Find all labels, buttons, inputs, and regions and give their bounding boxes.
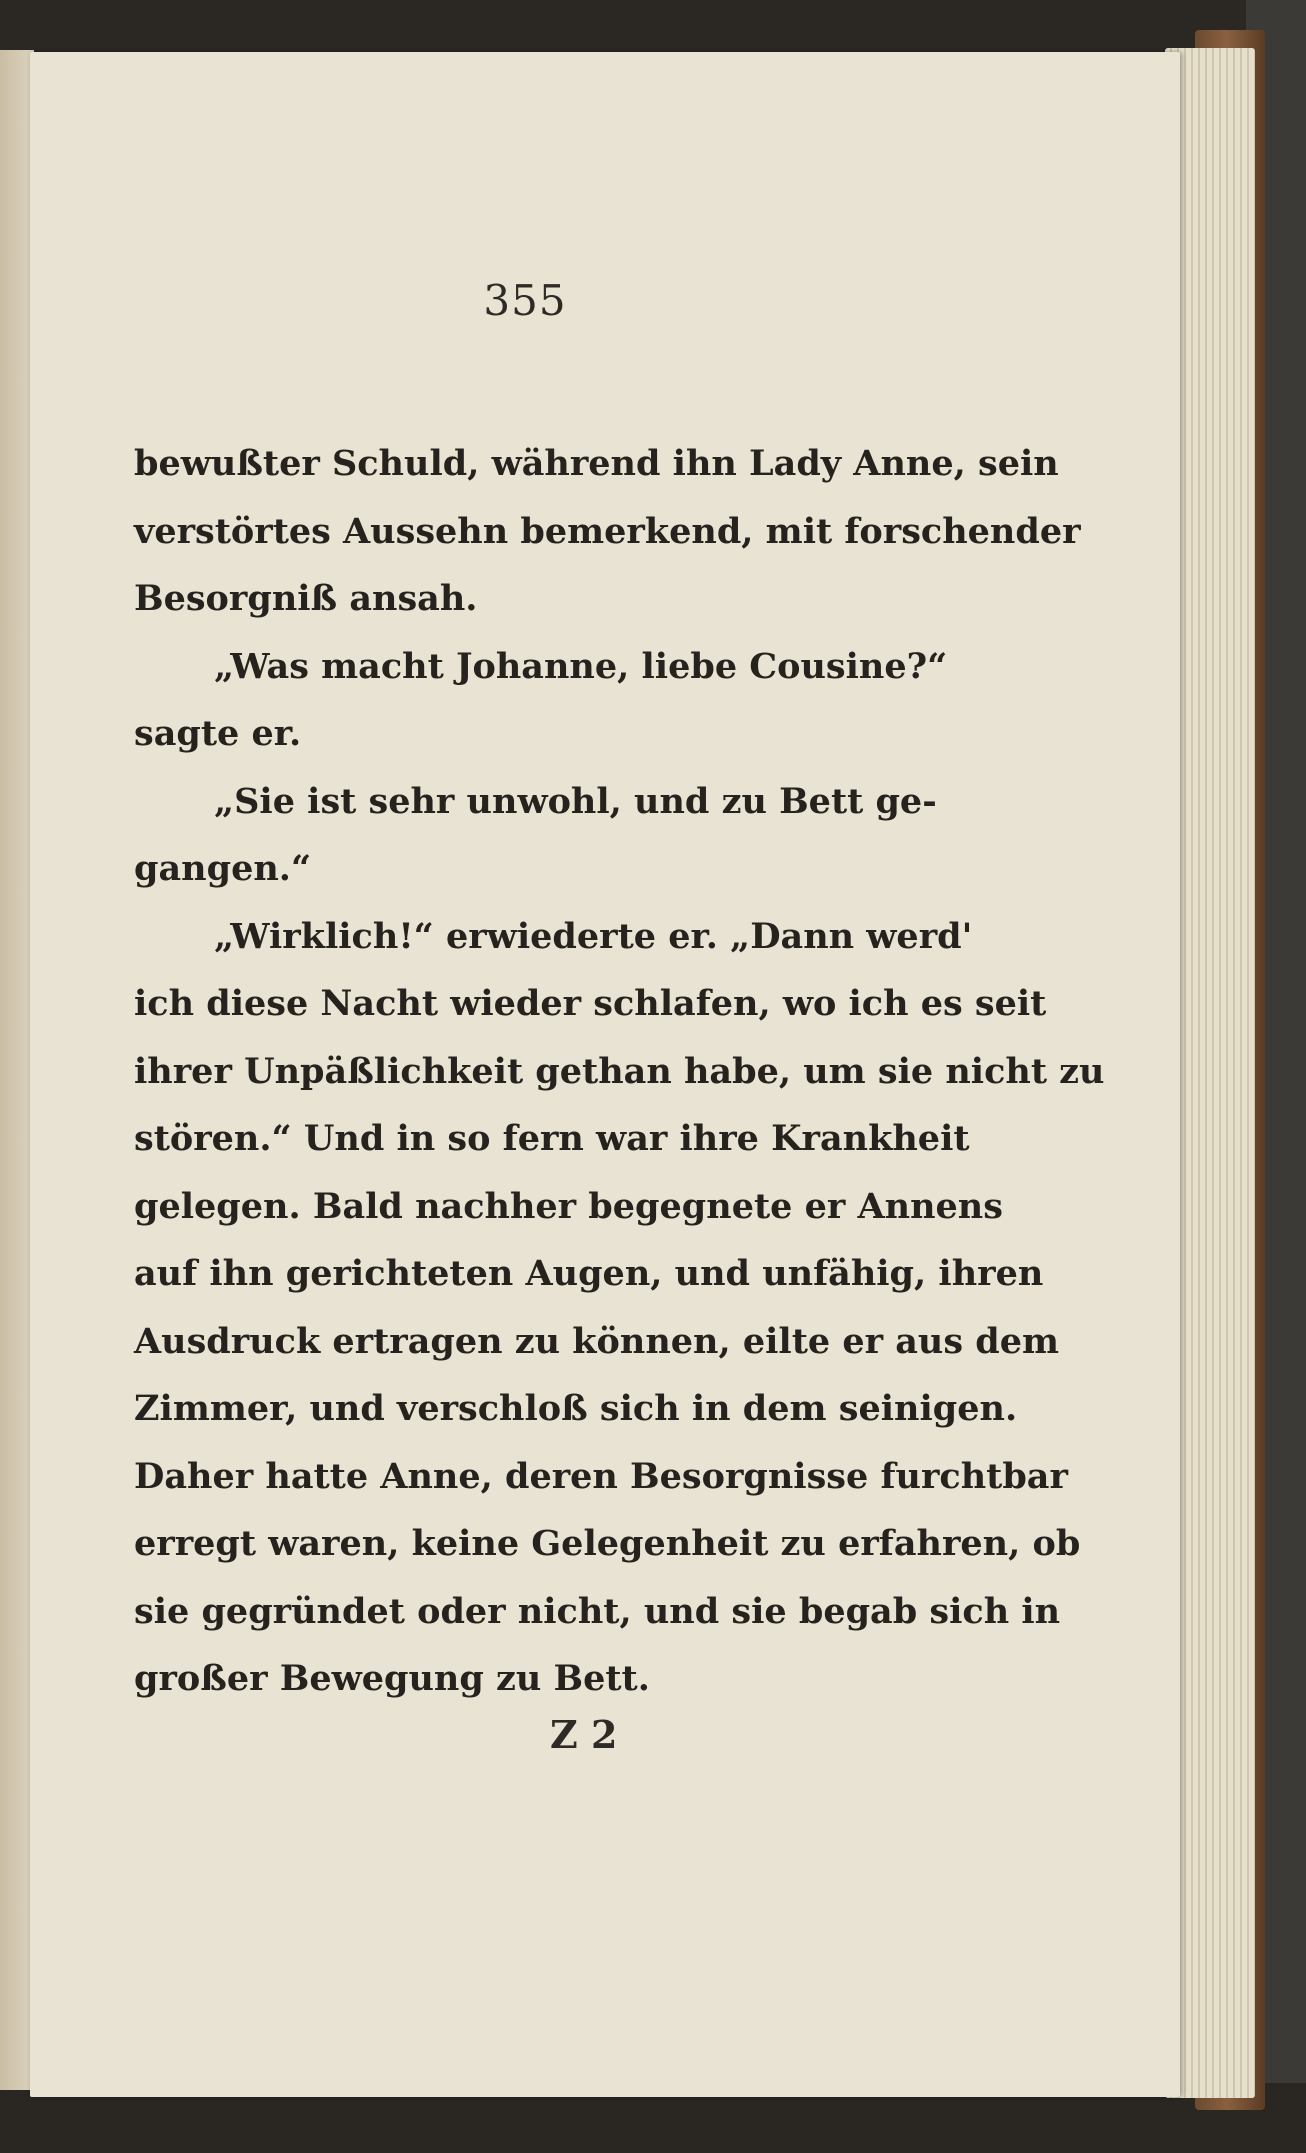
- text-line: erregt waren, keine Gelegenheit zu erfahren, ob: [134, 1523, 1081, 1564]
- text-line: Besorgniß ansah.: [134, 578, 478, 619]
- text-line: „Was macht Johanne, liebe Cousine?“: [214, 645, 948, 687]
- text-line: gangen.“: [134, 848, 312, 889]
- text-line: „Sie ist sehr unwohl, und zu Bett ge-: [214, 780, 937, 822]
- body-text: [134, 430, 1105, 1713]
- text-line: „Wirklich!“ erwiederte er. „Dann werd': [214, 915, 973, 957]
- text-line: ich diese Nacht wieder schlafen, wo ich es seit: [134, 983, 1047, 1024]
- text-line: sie gegründet oder nicht, und sie begab sich in: [134, 1590, 1061, 1632]
- book-page: [30, 52, 1180, 2097]
- text-line: stören.“ Und in so fern war ihre Krankheit: [134, 1118, 970, 1159]
- text-line: sagte er.: [134, 713, 302, 754]
- text-line: Daher hatte Anne, deren Besorgnisse furchtbar: [134, 1455, 1068, 1497]
- signature-mark: Z 2: [550, 1712, 618, 1757]
- previous-page-sliver: [0, 50, 34, 2090]
- text-line: ihrer Unpäßlichkeit gethan habe, um sie nicht zu: [134, 1050, 1105, 1092]
- page-number: 355: [483, 276, 567, 325]
- text-line: Zimmer, und verschloß sich in dem seinigen.: [134, 1388, 1018, 1429]
- text-line: gelegen. Bald nachher begegnete er Annens: [134, 1185, 1003, 1227]
- text-line: großer Bewegung zu Bett.: [134, 1658, 650, 1699]
- text-line: auf ihn gerichteten Augen, und unfähig, ihren: [134, 1253, 1044, 1294]
- backdrop-top: [0, 0, 1306, 60]
- text-line: verstörtes Aussehn bemerkend, mit forschender: [134, 510, 1081, 552]
- text-line: bewußter Schuld, während ihn Lady Anne, sein: [134, 443, 1059, 484]
- text-line: Ausdruck ertragen zu können, eilte er aus dem: [134, 1320, 1060, 1362]
